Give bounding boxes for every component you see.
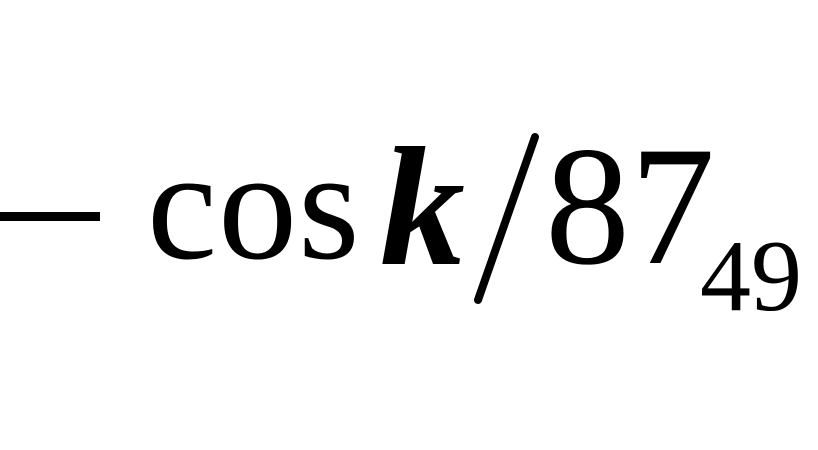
variable-k: k (380, 113, 465, 301)
subscript-49: 49 (700, 220, 802, 333)
number-87: 87 (545, 112, 715, 300)
cos-function: cos (147, 118, 361, 293)
